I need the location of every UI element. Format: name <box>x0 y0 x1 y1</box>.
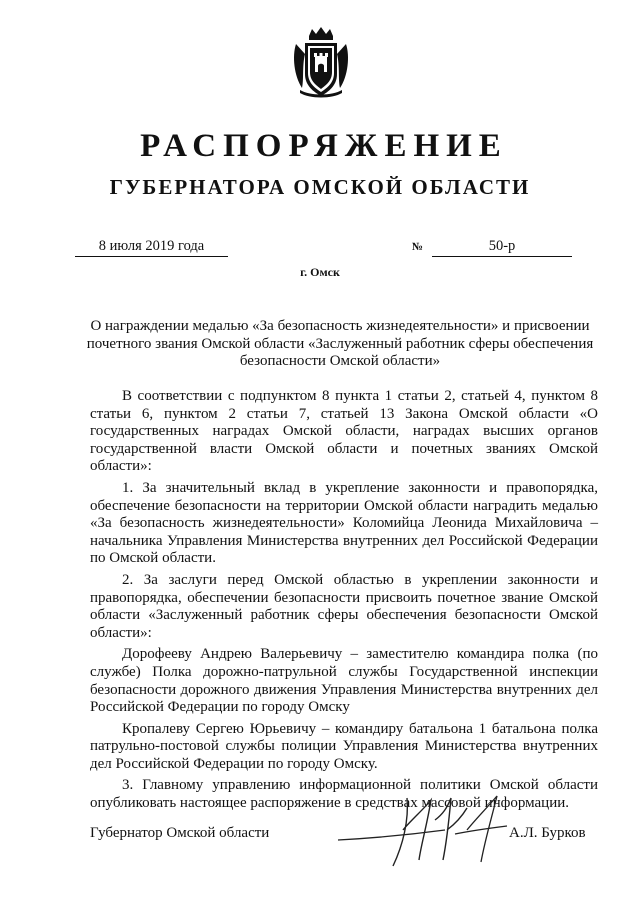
number-label: № <box>412 241 424 253</box>
handwritten-signature <box>335 790 510 870</box>
document-number: 50-р <box>432 236 572 257</box>
signatory-name: А.Л. Бурков <box>509 825 586 841</box>
document-body <box>90 388 598 817</box>
coat-of-arms-icon <box>292 26 350 100</box>
paragraph-2: 2. За заслуги перед Омской областью в укреплении законности и правопорядка, обеспечении безопасности присвоить почетное звание Омской области «Заслуженный работник сферы обеспечения безопасности Омской области»: <box>90 571 598 641</box>
intro-paragraph: В соответствии с подпунктом 8 пункта 1 статьи 2, статьей 4, пунктом 8 статьи 6, пунктом 2 статьи 7, статьей 13 Закона Омской области «О государственных наградах Омской области, наградах высших органов государственной власти Омской области и почетных званиях Омской области»: <box>90 388 598 475</box>
document-heading: О награждении медалью «За безопасность жизнедеятельности» и присвоении почетного звания Омской области «Заслуженный работник сферы обеспечения безопасности Омской области» <box>86 318 594 369</box>
paragraph-2b: Кропалеву Сергею Юрьевичу – командиру батальона 1 батальона полка патрульно-постовой службы полиции Управления Министерства внутренних дел Российской Федерации по городу Омску. <box>90 720 598 772</box>
document-date: 8 июля 2019 года <box>75 236 228 257</box>
paragraph-1: 1. За значительный вклад в укрепление законности и правопорядка, обеспечение безопасности на территории Омской области наградить медалью «За безопасность жизнедеятельности» Коломийца Леонида Михайловича – начальника Управления Министерства внутренних дел Российской Федерации по Омской области. <box>90 479 598 567</box>
city: г. Омск <box>300 265 340 279</box>
paragraph-2a: Дорофееву Андрею Валерьевичу – заместителю командира полка (по службе) Полка дорожно-патрульной службы Государственной инспекции безопасности дорожного движения Управления Министерства внутренних дел Российской Федерации по городу Омску <box>90 646 598 716</box>
paragraph-3: 3. Главному управлению информационной политики Омской области опубликовать настоящее распоряжение в средствах массовой информации. <box>90 777 598 812</box>
document-subtitle: ГУБЕРНАТОРА ОМСКОЙ ОБЛАСТИ <box>109 175 531 199</box>
document-title: РАСПОРЯЖЕНИЕ <box>140 128 508 164</box>
signatory-position: Губернатор Омской области <box>90 825 270 841</box>
